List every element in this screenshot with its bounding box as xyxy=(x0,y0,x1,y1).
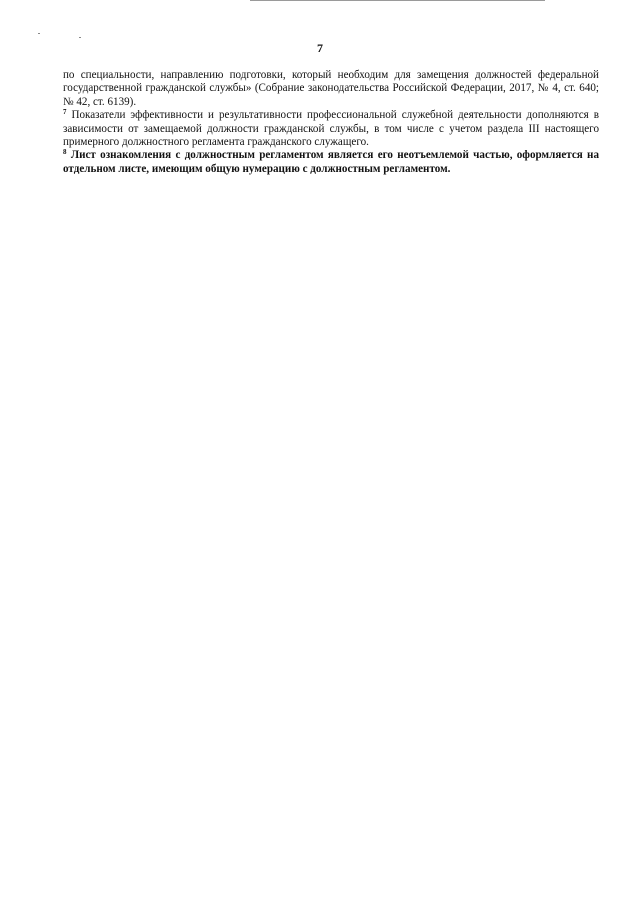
scan-artifact xyxy=(79,37,81,38)
footnote-marker: 7 xyxy=(63,108,67,117)
scan-artifact xyxy=(38,33,40,34)
footnote-continuation xyxy=(63,69,599,109)
footnotes-block xyxy=(63,69,599,176)
footnote-text: Показатели эффективности и результативности профессиональной служебной деятельности дополняются в зависимости от замещаемой должности гражданской службы, в том числе с учетом раздела III настоящего примерного должностного регламента гражданского служащего. xyxy=(63,109,599,149)
page-number: 7 xyxy=(317,41,323,55)
footnote-marker: 8 xyxy=(63,148,67,157)
footnote-text: Лист ознакомления с должностным регламентом является его неотъемлемой частью, оформляется на отдельном листе, имеющим общую нумерацию с должностным регламентом. xyxy=(63,149,599,175)
footnote-7 xyxy=(63,109,599,149)
scan-top-edge xyxy=(250,0,545,1)
footnote-text: по специальности, направлению подготовки, который необходим для замещения должностей федеральной государственной гражданской службы» (Собрание законодательства Российской Федерации, 2017, № 4, ст. 640; № 42, ст. 6139). xyxy=(63,69,599,108)
footnote-8 xyxy=(63,149,599,176)
